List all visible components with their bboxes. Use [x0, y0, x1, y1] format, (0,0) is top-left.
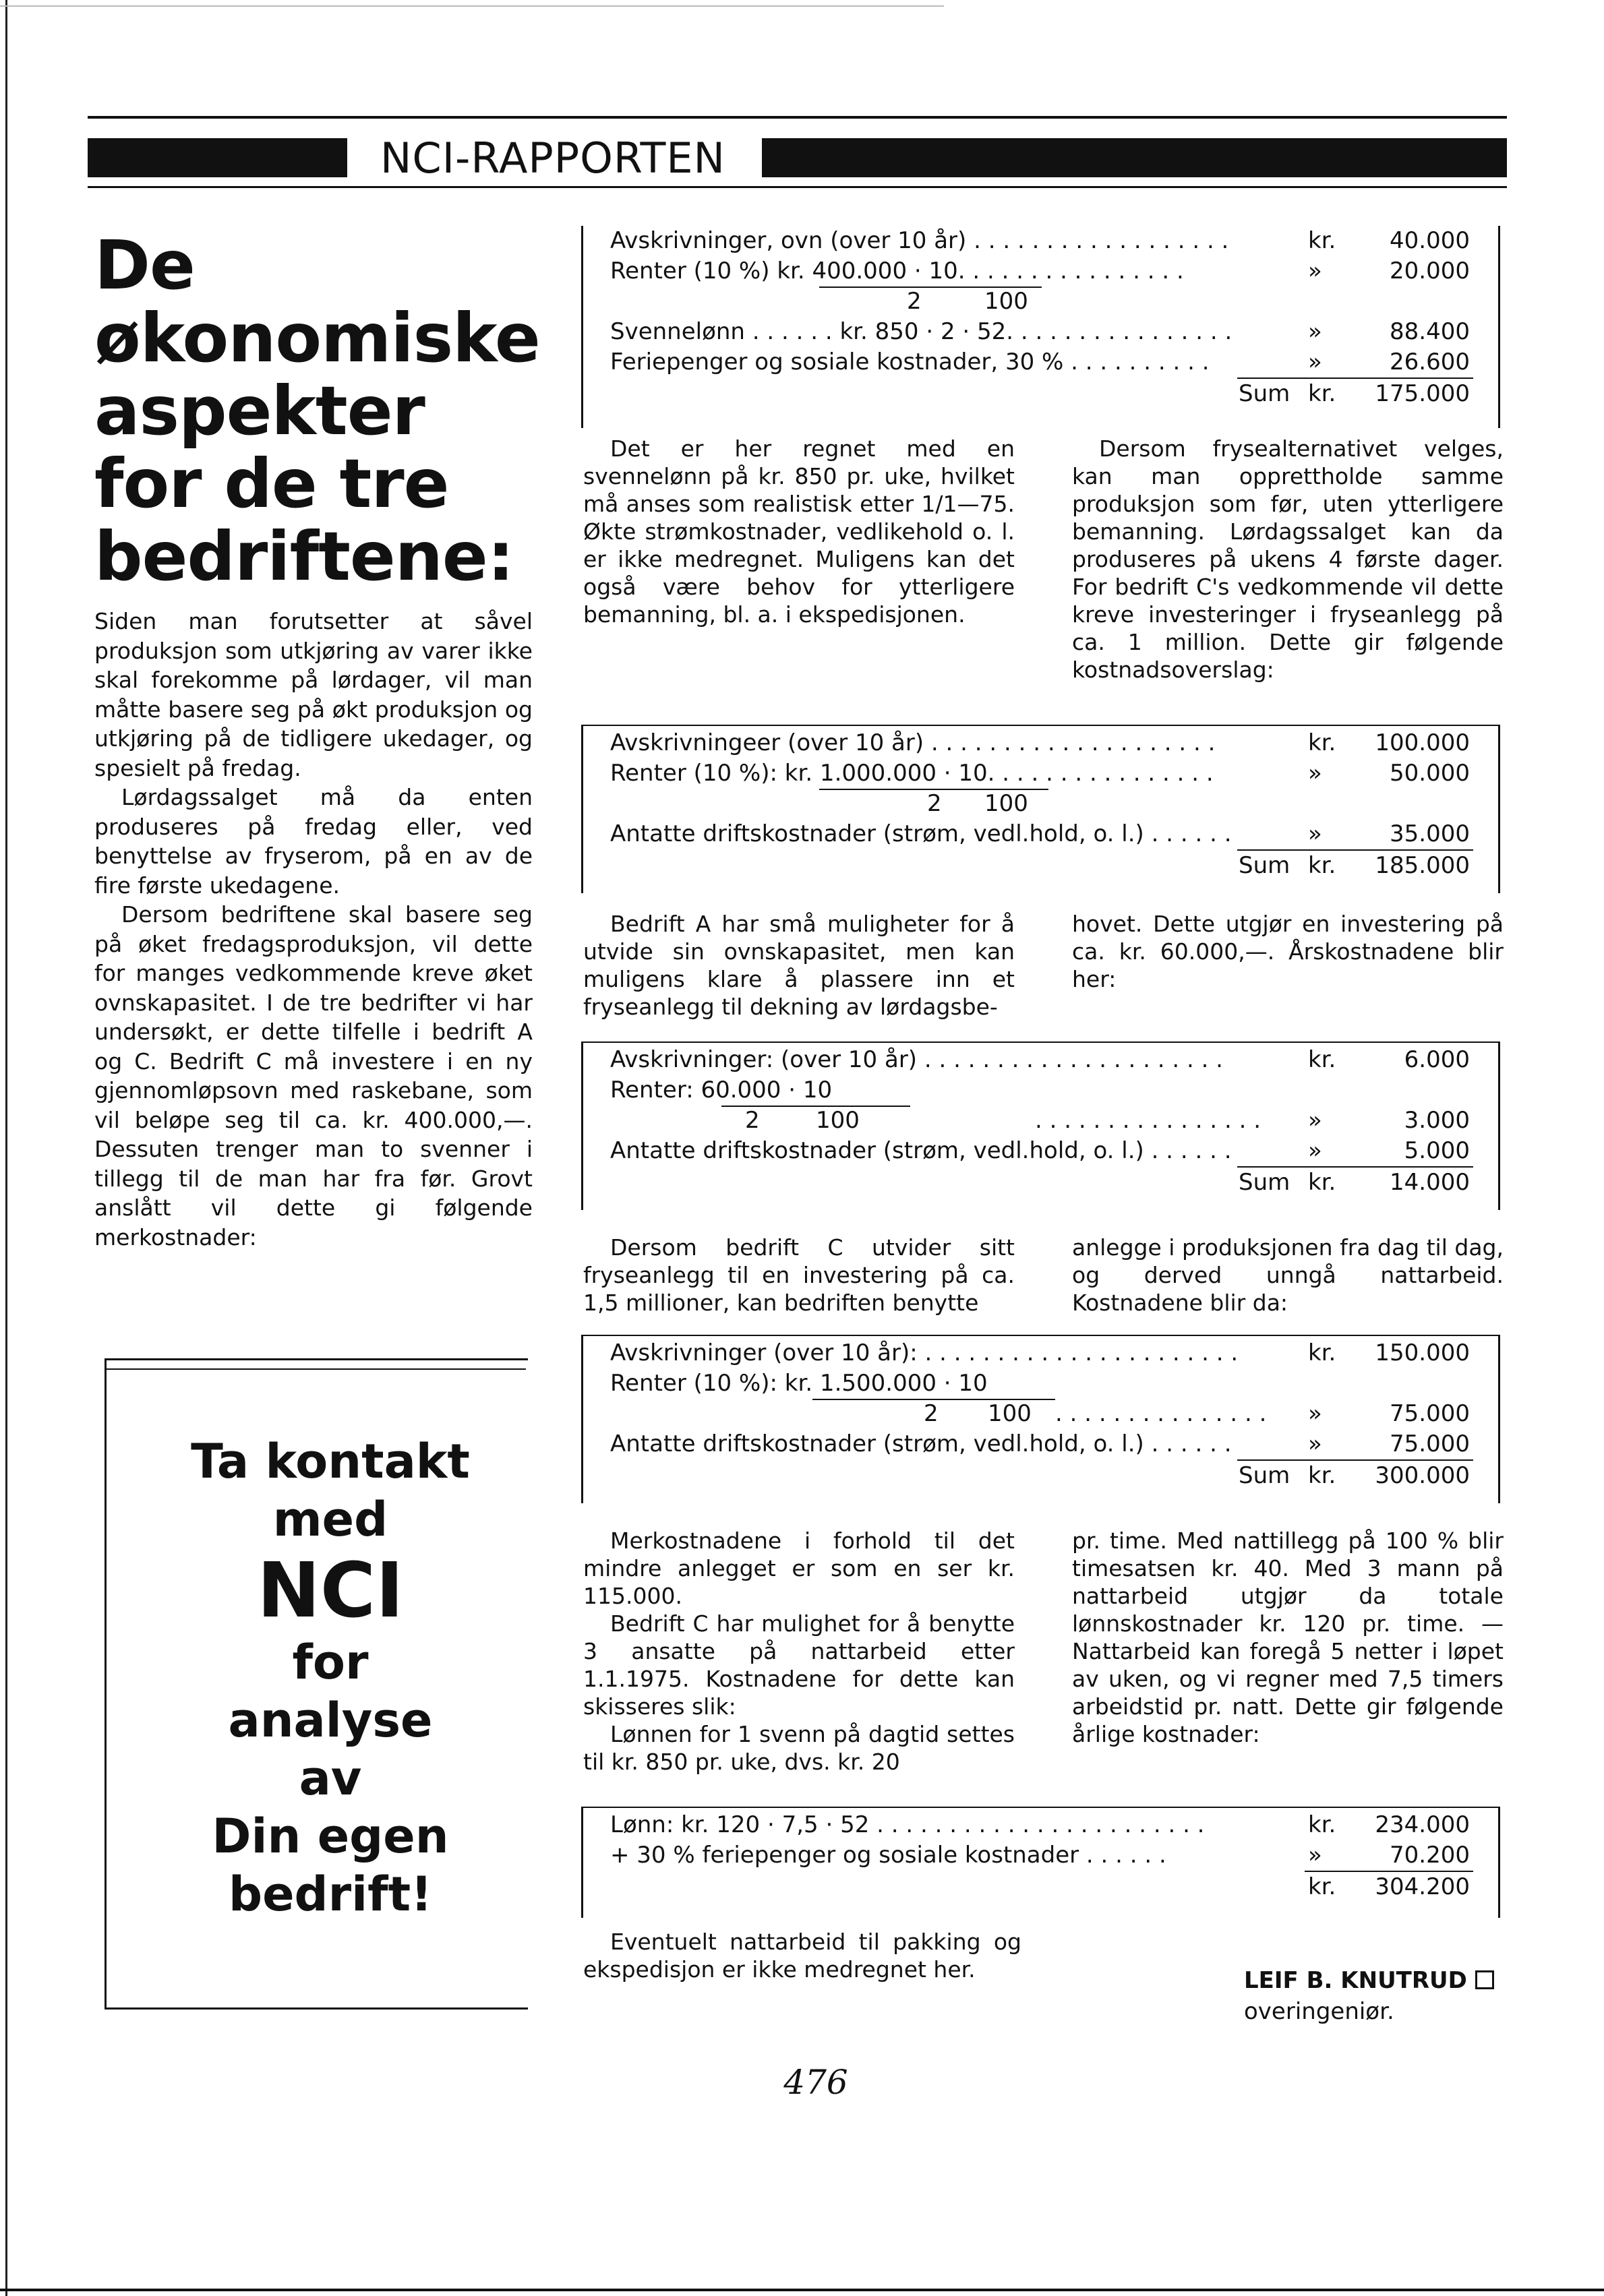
advert-line: Din egen — [212, 1809, 449, 1864]
advert-text — [138, 1432, 523, 1923]
paragraph-c-right: anlegge i produksjonen fra dag til dag, og derved unngå nattarbeid. Kostnadene blir da: — [1072, 1234, 1504, 1316]
table-sum-row: Sum kr. 185.000 — [1237, 849, 1473, 881]
cost-table-large-freezer — [610, 1338, 1473, 1491]
table-row: Antatte driftskostnader (strøm, vedl.hold, o. l.) . . . . . . » 75.000 — [610, 1430, 1470, 1457]
headline-line: De — [94, 226, 195, 305]
fraction-row: 2 100 — [610, 286, 1473, 317]
table4-left-rule — [581, 1335, 583, 1503]
table5-left-rule — [581, 1807, 583, 1918]
table3-right-rule — [1498, 1041, 1500, 1210]
table4-top-rule — [581, 1335, 1500, 1336]
fraction-bar — [819, 789, 1048, 790]
table-row: Avskrivninger, ovn (over 10 år) . . . . . . . . . . . . . . . . . . kr. 40.000 — [610, 227, 1470, 254]
author-name: LEIF B. KNUTRUD — [1244, 1967, 1467, 1994]
table3-top-rule — [581, 1041, 1500, 1043]
table-sum-row: Sum kr. 14.000 — [1237, 1166, 1473, 1198]
table-row: 2 100 . . . . . . . . . . . . . . . » 75.000 — [610, 1399, 1473, 1429]
headline-line: bedriftene: — [94, 517, 514, 596]
left-column-text — [94, 607, 533, 1252]
end-mark-icon — [1475, 1970, 1494, 1989]
paragraph-a-left: Det er her regnet med en svennelønn på kr. 850 pr. uke, hvilket må anses som realistisk etter 1/1—75. Økte strømkostnader, vedlikehold o. l. er ikke medregnet. Muligens kan det også være behov for ytterligere bemanning, bl. a. i ekspedisjonen. — [583, 435, 1015, 628]
table-sum-row: Sum kr. 300.000 — [1237, 1459, 1473, 1491]
paragraph-d-right: pr. time. Med nattillegg på 100 % blir timesatsen kr. 40. Med 3 mann på nattarbeid utgjør da totale lønnskostnader kr. 120 pr. time. — Nattarbeid kan foregå 5 netter i løpet av uken, og vi regner med 7,5 timers arbeidstid pr. natt. Dette gir følgende årlige kostnader: — [1072, 1528, 1504, 1747]
table-row: Svennelønn . . . . . . kr. 850 · 2 · 52. . . . . . . . . . . . . . . . » 88.400 — [610, 318, 1470, 345]
table2-top-rule — [581, 725, 1500, 726]
advert-line: med — [272, 1492, 388, 1547]
author-signature — [1244, 1965, 1514, 2027]
author-name-line — [1244, 1965, 1514, 1996]
paragraph-d-left: Merkostnadene i forhold til det mindre anlegget er som en ser kr. 115.000. Bedrift C har mulighet for å benytte 3 ansatte på nattarbeid etter 1.1.1975. Kostnadene for dette kan skisseres slik: Lønnen for 1 svenn på dagtid settes til kr. 850 pr. uke, dvs. kr. 20 — [583, 1528, 1015, 1775]
table-row: Avskrivninger: (over 10 år) . . . . . . . . . . . . . . . . . . . . . kr. 6.000 — [610, 1046, 1470, 1073]
author-title: overingeniør. — [1244, 1998, 1394, 2025]
cost-table-freezer-c — [610, 728, 1473, 881]
table-row: Avskrivninger (over 10 år): . . . . . . . . . . . . . . . . . . . . . . kr. 150.000 — [610, 1339, 1470, 1366]
table2-left-rule — [581, 725, 583, 893]
fraction-bar — [819, 286, 1042, 288]
table-row: + 30 % feriepenger og sosiale kostnader . . . . . . » 70.200 — [610, 1842, 1470, 1869]
paragraph: Dersom bedriftene skal basere seg på øket fredagsproduksjon, vil dette for manges vedkommende kreve øket ovnskapasitet. I de tre bedrifter vi har undersøkt, er dette tilfelle i bedrift A og C. Bedrift C må investere i en ny gjennomløpsovn med raskebane, som vil beløpe seg til ca. kr. 400.000,—. Dessuten trenger man to svenner i tillegg til de man har fra før. Grovt anslått vil dette gi følgende merkostnader: — [94, 901, 533, 1250]
cost-table-night-work — [610, 1810, 1473, 1902]
table5-right-rule — [1498, 1807, 1500, 1918]
fraction-row: 2 100 — [610, 789, 1473, 819]
headline-line: for de tre — [94, 444, 449, 523]
headline-line: økonomiske — [94, 299, 540, 377]
table-sum-row: Sum kr. 175.000 — [1237, 377, 1473, 409]
cost-table-oven — [610, 226, 1473, 409]
header-bar-right — [762, 138, 1507, 177]
header-bar-left — [88, 138, 347, 177]
paragraph-b-left: Bedrift A har små muligheter for å utvide sin ovnskapasitet, men kan muligens klare å plassere inn et fryseanlegg til dekning av lørdagsbe- — [583, 911, 1015, 1020]
paragraph: Lørdagssalget må da enten produseres på fredag eller, ved benyttelse av fryserom, på en av de fire første ukedagene. — [94, 784, 533, 899]
advert-line-nci: NCI — [257, 1547, 404, 1635]
table2-right-rule — [1498, 725, 1500, 893]
table1-left-rule — [581, 226, 583, 428]
advert-box-rule — [105, 1368, 526, 1370]
table-sum-row: kr. 304.200 — [1305, 1871, 1473, 1902]
header-rule-top — [88, 116, 1507, 119]
table-row: Antatte driftskostnader (strøm, vedl.hold, o. l.) . . . . . . » 5.000 — [610, 1137, 1470, 1164]
table-row: Lønn: kr. 120 · 7,5 · 52 . . . . . . . . . . . . . . . . . . . . . . . kr. 234.000 — [610, 1811, 1470, 1838]
page-bottom-edge — [0, 2289, 1604, 2291]
table-row: 2 100 . . . . . . . . . . . . . . . . » 3.000 — [610, 1106, 1473, 1136]
paragraph-a-right: Dersom frysealternativet velges, kan man opprettholde samme produksjon som før, uten ytterligere bemanning. Lørdagssalget kan da produseres på ukens 4 første dager. For bedrift C's vedkommende vil dette kreve investeringer i fryseanlegg på ca. 1 million. Dette gir følgende kostnadsoverslag: — [1072, 435, 1504, 683]
table-row: Renter (10 %): kr. 1.000.000 · 10. . . . . . . . . . . . . . . . » 50.000 — [610, 760, 1470, 787]
page-number: 476 — [783, 2063, 848, 2102]
table-row: Antatte driftskostnader (strøm, vedl.hold, o. l.) . . . . . . » 35.000 — [610, 820, 1470, 847]
advert-line: for — [292, 1635, 369, 1690]
advert-line: Ta kontakt — [191, 1434, 470, 1489]
advert-line: analyse — [228, 1693, 433, 1748]
table-row: Feriepenger og sosiale kostnader, 30 % . . . . . . . . . . » 26.600 — [610, 349, 1470, 375]
table3-left-rule — [581, 1041, 583, 1210]
table-row: Renter (10 %): kr. 1.500.000 · 10 — [610, 1370, 988, 1397]
scan-top-line — [0, 5, 944, 7]
paragraph: Siden man forutsetter at såvel produksjon som utkjøring av varer ikke skal forekomme på lørdager, vil man måtte basere seg på økt produksjon og utkjøring på de tidligere ukedager, og spesielt på fredag. — [94, 608, 533, 781]
advert-line: bedrift! — [228, 1867, 433, 1922]
cost-table-freezer-a — [610, 1045, 1473, 1198]
paragraph-c-left: Dersom bedrift C utvider sitt fryseanlegg til en investering på ca. 1,5 millioner, kan bedriften benytte — [583, 1234, 1015, 1316]
table1-right-rule — [1498, 226, 1500, 428]
table-row: Avskrivningeer (over 10 år) . . . . . . . . . . . . . . . . . . . . kr. 100.000 — [610, 729, 1470, 756]
page-edge — [5, 0, 7, 2296]
table-row: Renter: 60.000 · 10 — [610, 1077, 833, 1104]
section-title: NCI-RAPPORTEN — [380, 133, 725, 183]
paragraph-e: Eventuelt nattarbeid til pakking og ekspedisjon er ikke medregnet her. — [583, 1929, 1021, 1983]
table5-top-rule — [581, 1807, 1500, 1808]
article-headline — [94, 226, 540, 596]
paragraph-b-right: hovet. Dette utgjør en investering på ca. kr. 60.000,—. Årskostnadene blir her: — [1072, 911, 1504, 992]
header-rule-bottom — [88, 186, 1507, 188]
table4-right-rule — [1498, 1335, 1500, 1503]
advert-line: av — [299, 1751, 362, 1806]
headline-line: aspekter — [94, 371, 425, 450]
table-row: Renter (10 %) kr. 400.000 · 10. . . . . . . . . . . . . . . . » 20.000 — [610, 258, 1470, 284]
